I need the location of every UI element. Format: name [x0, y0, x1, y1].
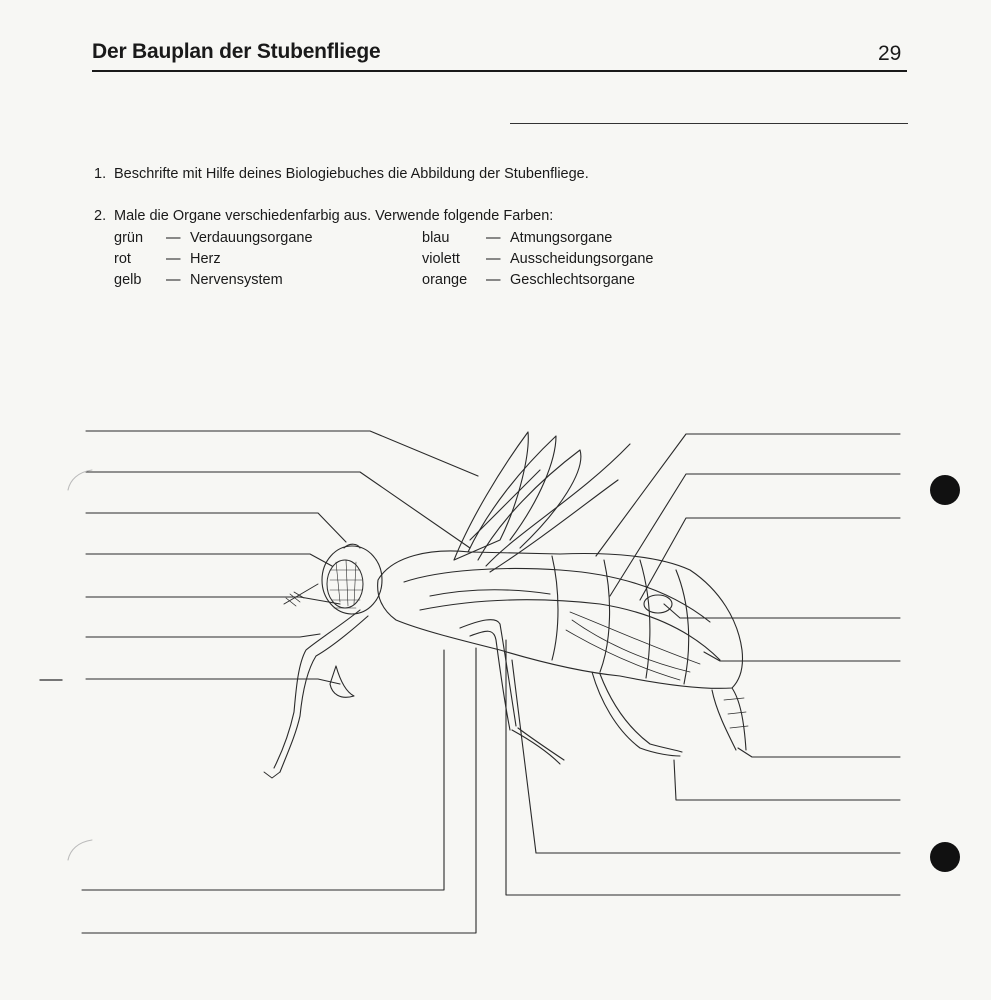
- hole-outline-bottom: [68, 840, 92, 860]
- task-1-number: 1.: [94, 166, 107, 182]
- legend-organ: Nervensystem: [190, 272, 283, 288]
- label-line-left-3[interactable]: [86, 513, 346, 542]
- label-line-right-1[interactable]: [596, 434, 900, 556]
- fly-head: [284, 544, 382, 614]
- page-number: 29: [878, 42, 902, 65]
- label-line-left-5[interactable]: [86, 597, 340, 604]
- legend-dash: —: [166, 272, 181, 288]
- label-line-left-1[interactable]: [86, 431, 478, 476]
- legend-dash: —: [486, 272, 501, 288]
- legend-organ: Ausscheidungsorgane: [510, 251, 654, 267]
- bottom-label-lines: [82, 640, 900, 933]
- legend-dash: —: [486, 230, 501, 246]
- label-line-bottom-3[interactable]: [506, 640, 900, 895]
- label-line-left-4[interactable]: [86, 554, 332, 566]
- legend-organ: Verdauungsorgane: [190, 230, 313, 246]
- legend-color: grün: [114, 230, 144, 246]
- fly-wings: [454, 432, 630, 572]
- left-label-lines: [86, 431, 478, 684]
- legend-organ: Atmungsorgane: [510, 230, 613, 246]
- legend-dash: —: [166, 230, 181, 246]
- label-line-right-3[interactable]: [640, 518, 900, 600]
- legend-color: gelb: [114, 272, 142, 288]
- legend-color: rot: [114, 251, 131, 267]
- task-2-number: 2.: [94, 208, 107, 224]
- hole-outline-top: [68, 470, 92, 490]
- label-line-right-7[interactable]: [674, 760, 900, 800]
- legend-color: violett: [422, 251, 460, 267]
- label-line-left-7[interactable]: [86, 679, 340, 684]
- legend-dash: —: [166, 251, 181, 267]
- label-line-right-4[interactable]: [664, 604, 900, 618]
- legend-color: orange: [422, 272, 468, 288]
- label-line-left-6[interactable]: [86, 634, 320, 637]
- label-line-right-5[interactable]: [704, 652, 900, 661]
- task-1-text: Beschrifte mit Hilfe deines Biologiebuches die Abbildung der Stubenfliege.: [114, 166, 589, 182]
- task-2-text: Male die Organe verschiedenfarbig aus. Verwende folgende Farben:: [114, 208, 554, 224]
- legend-organ: Herz: [190, 251, 221, 267]
- legend-color: blau: [422, 230, 450, 246]
- legend-organ: Geschlechtsorgane: [510, 272, 635, 288]
- binder-hole-bottom: [930, 842, 960, 872]
- legend-dash: —: [486, 251, 501, 267]
- fly-legs: [264, 610, 682, 778]
- page-title: Der Bauplan der Stubenfliege: [92, 40, 381, 63]
- label-line-left-2[interactable]: [86, 472, 470, 548]
- fly-body: [378, 551, 748, 750]
- label-line-right-2[interactable]: [610, 474, 900, 596]
- binder-hole-top: [930, 475, 960, 505]
- label-line-right-6[interactable]: [738, 748, 900, 757]
- label-line-bottom-1[interactable]: [82, 650, 444, 890]
